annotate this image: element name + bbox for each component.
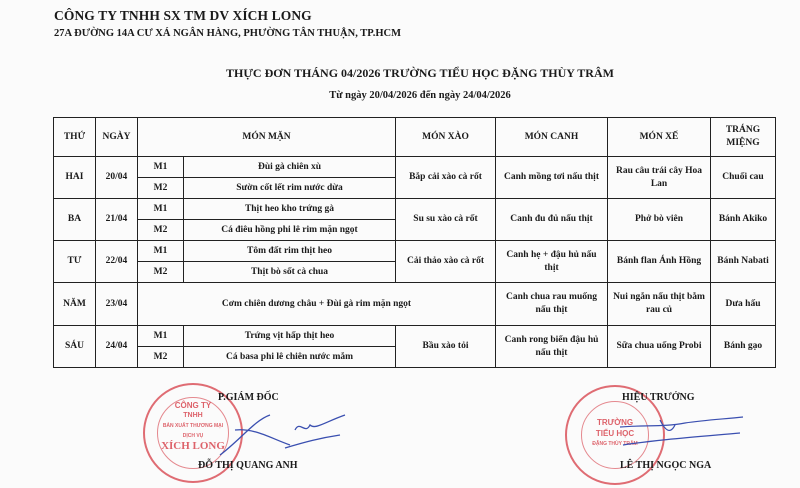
header-mon-xao: MÓN XÀO (396, 118, 496, 157)
main-dish-2: Cá basa phi lê chiên nước mắm (184, 347, 396, 368)
day-cell: SÁU (54, 326, 96, 368)
stir-fry-cell: Bầu xào tỏi (396, 326, 496, 368)
date-cell: 22/04 (96, 241, 138, 283)
table-row (54, 157, 776, 178)
soup-cell: Canh mồng tơi nấu thịt (496, 157, 608, 199)
signature-left (200, 400, 350, 460)
main-dish-2: Sườn cốt lết rim nước dừa (184, 178, 396, 199)
date-cell: 24/04 (96, 326, 138, 368)
stamp-line: TRƯỜNG (596, 418, 634, 427)
stamp-line: TNHH (183, 412, 203, 419)
soup-cell: Canh rong biển đậu hủ nấu thịt (496, 326, 608, 368)
stamp-line: CÔNG TY (174, 401, 212, 410)
principal-name: LÊ THỊ NGỌC NGA (620, 460, 712, 471)
snack-cell: Sữa chua uống Probi (608, 326, 711, 368)
vice-director-name: ĐỖ THỊ QUANG ANH (198, 460, 298, 471)
m2-label: M2 (138, 178, 184, 199)
table-row (54, 241, 776, 262)
m2-label: M2 (138, 347, 184, 368)
principal-title: HIỆU TRƯỞNG (622, 392, 695, 403)
table-row (54, 199, 776, 220)
header-ngay: NGÀY (96, 118, 138, 157)
stamp-line: XÍCH LONG (161, 440, 225, 452)
table-header-row (54, 118, 776, 157)
soup-cell: Canh chua rau muống nấu thịt (496, 283, 608, 326)
header-mon-xe: MÓN XẾ (608, 118, 711, 157)
menu-date-range: Từ ngày 20/04/2026 đến ngày 24/04/2026 (329, 90, 511, 101)
dessert-cell: Bánh gạo (711, 326, 776, 368)
dessert-cell: Chuối cau (711, 157, 776, 199)
main-dish-1: Đùi gà chiên xù (184, 157, 396, 178)
combined-main-dish: Cơm chiên dương châu + Đùi gà rim mặn ngọt (138, 283, 496, 326)
soup-cell: Canh hẹ + đậu hủ nấu thịt (496, 241, 608, 283)
day-cell: NĂM (54, 283, 96, 326)
stamp-line: BẢN XUẤT THƯƠNG MẠI (162, 423, 224, 429)
snack-cell: Bánh flan Ánh Hồng (608, 241, 711, 283)
stamp-line: TIỂU HỌC (595, 429, 635, 438)
snack-cell: Rau câu trái cây Hoa Lan (608, 157, 711, 199)
stir-fry-cell: Cải thảo xào cà rốt (396, 241, 496, 283)
day-cell: HAI (54, 157, 96, 199)
stamp-line: DỊCH VỤ (182, 433, 204, 439)
vice-director-title: P.GIÁM ĐỐC (218, 392, 279, 403)
table-row (54, 283, 776, 326)
header-mon-canh: MÓN CANH (496, 118, 608, 157)
snack-cell: Nui ngắn nấu thịt bằm rau củ (608, 283, 711, 326)
m2-label: M2 (138, 220, 184, 241)
stir-fry-cell: Su su xào cà rốt (396, 199, 496, 241)
company-name: CÔNG TY TNHH SX TM DV XÍCH LONG (54, 8, 312, 23)
header-mon-man: MÓN MẶN (138, 118, 396, 157)
main-dish-1: Tôm đất rim thịt heo (184, 241, 396, 262)
date-cell: 20/04 (96, 157, 138, 199)
main-dish-1: Thịt heo kho trứng gà (184, 199, 396, 220)
company-address: 27A ĐƯỜNG 14A CƯ XÁ NGÂN HÀNG, PHƯỜNG TÂN THUẬN, TP.HCM (54, 28, 401, 39)
main-dish-2: Thịt bò sốt cà chua (184, 262, 396, 283)
header-trang-mieng: TRÁNG MIỆNG (711, 118, 776, 157)
dessert-cell: Bánh Nabati (711, 241, 776, 283)
day-cell: TƯ (54, 241, 96, 283)
snack-cell: Phở bò viên (608, 199, 711, 241)
m2-label: M2 (138, 262, 184, 283)
m1-label: M1 (138, 199, 184, 220)
main-dish-2: Cá điêu hồng phi lê rim mặn ngọt (184, 220, 396, 241)
soup-cell: Canh đu đủ nấu thịt (496, 199, 608, 241)
signature-right (615, 415, 745, 455)
date-cell: 23/04 (96, 283, 138, 326)
header-thu: THỨ (54, 118, 96, 157)
dessert-cell: Bánh Akiko (711, 199, 776, 241)
stir-fry-cell: Bắp cải xào cà rốt (396, 157, 496, 199)
menu-table (53, 117, 776, 368)
stamp-line: ĐẶNG THÙY TRÂM (592, 441, 638, 447)
m1-label: M1 (138, 326, 184, 347)
menu-title: THỰC ĐƠN THÁNG 04/2026 TRƯỜNG TIỂU HỌC ĐẶNG THÙY TRÂM (226, 66, 614, 80)
m1-label: M1 (138, 157, 184, 178)
m1-label: M1 (138, 241, 184, 262)
dessert-cell: Dưa hấu (711, 283, 776, 326)
table-row (54, 326, 776, 347)
date-cell: 21/04 (96, 199, 138, 241)
main-dish-1: Trứng vịt hấp thịt heo (184, 326, 396, 347)
day-cell: BA (54, 199, 96, 241)
